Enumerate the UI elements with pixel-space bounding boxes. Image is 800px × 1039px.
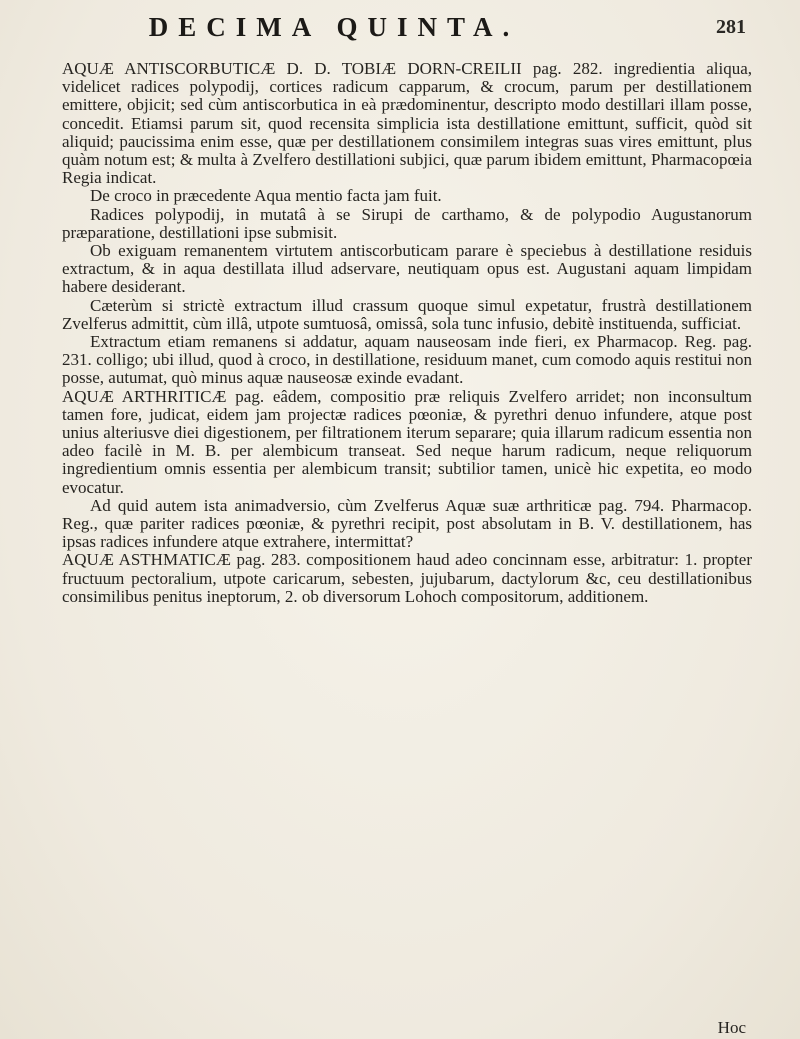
- paragraph: AQUÆ ARTHRITICÆ pag. eâdem, compositio præ reliquis Zvelfero arridet; non inconsultum tamen fore, judicat, eidem jam projectæ radices pœoniæ, & pyrethri denuo infundere, atque post unius alteriusve diei digestionem, per filtrationem iterum separare; quia illarum radicum essentia non adeo facilè in M. B. per alembicum transeat. Sed neque harum radicum, neque reliquorum ingredientium omnis essentia per alembicum transit; subtilior tamen, unicè hic expetita, eo modo evocatur.: [62, 386, 752, 497]
- catchword: Hoc: [717, 1018, 746, 1037]
- paragraph: Radices polypodij, in mutatâ à se Sirupi de carthamo, & de polypodio Augustanorum præparatione, destillationi ipse submisit.: [62, 204, 752, 242]
- paragraph: AQUÆ ANTISCORBUTICÆ D. D. TOBIÆ DORN-CREILII pag. 282. ingredientia aliqua, videlicet radices polypodij, cortices radicum capparum, & crocum, parum per destillationem emittere, objicit; sed cùm antiscorbutica in eà prædominentur, descripto modo destillari illam posse, concedit. Etiamsi parum sit, quod recensita simplicia ista destillatione emittunt, sufficit, quòd sit aliquid; paucissima enim esse, quæ per destillationem consimilem integras suas vires emittunt, plus quàm notum est; & multa à Zvelfero destillationi subjici, quæ parum ibidem emittunt, Pharmacopœia Regia indicat.: [62, 59, 752, 188]
- running-title: DECIMA QUINTA.: [148, 12, 520, 42]
- body-text: [62, 60, 752, 606]
- paragraph: Extractum etiam remanens si addatur, aquam nauseosam inde fieri, ex Pharmacop. Reg. pag. 231. colligo; ubi illud, quod à croco, in destillatione, residuum manet, cum comodo aquis restitui non posse, autumat, quò minus aquæ nauseosæ exinde evadant.: [62, 332, 752, 388]
- paragraph: AQUÆ ASTHMATICÆ pag. 283. compositionem haud adeo concinnam esse, arbitratur: 1. propter fructuum pectoralium, utpote caricarum, sebesten, jujubarum, dactylorum &c, ceu destillationibus consimilibus penitus ineptorum, 2. ob diversorum Lohoch compositorum, additionem.: [62, 550, 752, 606]
- paragraph: Ob exiguam remanentem virtutem antiscorbuticam parare è speciebus à destillatione residuis extractum, & in aqua destillata illud adservare, neutiquam opus est. Augustani aquam limpidam habere desiderant.: [62, 241, 752, 297]
- page-number: 281: [716, 16, 746, 38]
- paragraph: Cæterùm si strictè extractum illud crassum quoque simul expetatur, frustrà destillationem Zvelferus admittit, cùm illâ, utpote sumtuosâ, omissâ, sola tunc infusio, debitè instituenda, sufficiat.: [62, 295, 752, 333]
- paragraph: Ad quid autem ista animadversio, cùm Zvelferus Aquæ suæ arthriticæ pag. 794. Pharmacop. Reg., quæ pariter radices pœoniæ, & pyrethri recipit, post absolutam in B. V. destillationem, has ipsas radices infundere atque extrahere, intermittat?: [62, 495, 752, 552]
- running-header: [0, 6, 800, 56]
- paragraph: De croco in præcedente Aqua mentio facta jam fuit.: [90, 186, 442, 206]
